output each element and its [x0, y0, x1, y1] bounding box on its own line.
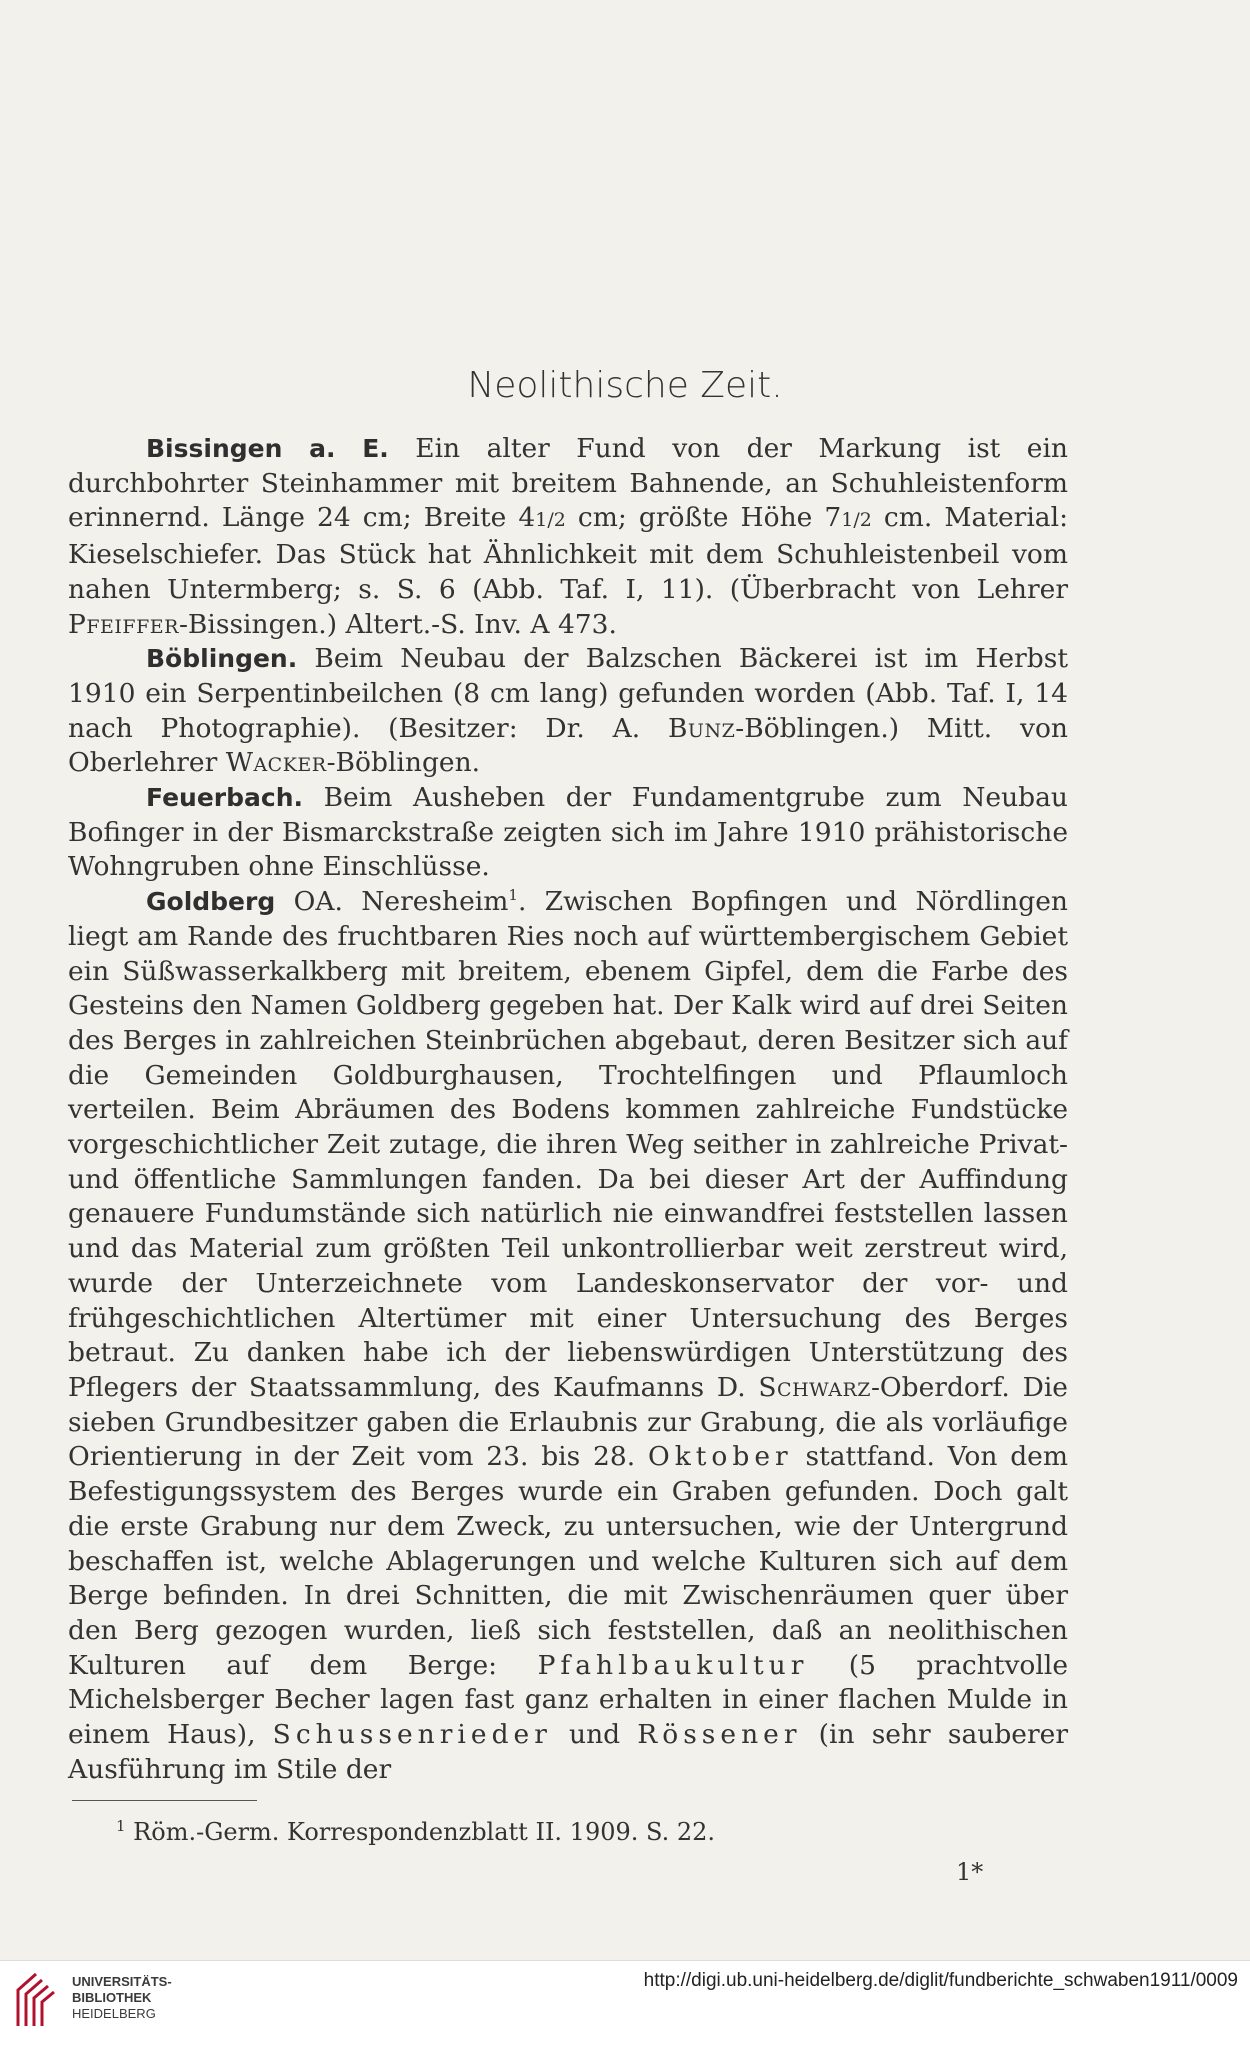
spaced-text: Pfahlbaukultur: [537, 1649, 809, 1681]
paragraph-boeblingen: [68, 642, 1068, 781]
text-run: Beim Ausheben der Fundamentgrube zum Neubau Bofinger in der Bismarckstraße zeigten sich im Jahre 1910 prähistorische Wohngruben ohne Einschlüsse.: [68, 782, 1068, 883]
text-run: -Böblingen.: [326, 747, 481, 779]
spaced-text: Rössener: [637, 1719, 802, 1751]
library-line: HEIDELBERG: [72, 2006, 156, 2021]
text-run: -Bissingen.) Altert.-S. Inv. A 473.: [178, 608, 617, 640]
library-logo-icon: [12, 1968, 64, 2032]
text-run: und: [551, 1719, 638, 1751]
text-run: Ein alter Fund von der Markung ist ein durchbohrter Steinhammer mit breitem Bahnende, an Schuhleistenform erinnernd. Länge 24 cm; Breite 4: [68, 433, 1068, 534]
text-run: (5 prachtvolle Michelsberger Becher lagen fast ganz erhalten in einer flachen Mulde in einem Haus),: [68, 1649, 1069, 1751]
text-run: Beim Neubau der Balzschen Bäckerei ist im Herbst 1910 ein Serpentinbeilchen (8 cm lang) gefunden worden (Abb. Taf. I, 14 nach Photographie). (Besitzer: Dr. A.: [68, 643, 1068, 744]
spaced-text: Oktober: [648, 1441, 793, 1473]
text-run: cm. Material: Kieselschiefer. Das Stück hat Ähnlichkeit mit dem Schuhleistenbeil vom nahen Untermberg; s. S. 6 (Abb. Taf. I, 11). (Überbracht von Lehrer: [68, 502, 1068, 605]
text-run: OA. Neresheim: [275, 886, 509, 918]
person-name: Wacker: [225, 747, 327, 779]
library-line: BIBLIOTHEK: [72, 1990, 152, 2005]
text-run: -Oberdorf. Die sieben Grundbesitzer gaben die Erlaubnis zur Grabung, die als vorläufige Orientierung in der Zeit vom 23. bis 28.: [68, 1371, 1068, 1473]
lead-boeblingen: Böblingen.: [146, 644, 298, 674]
library-name: [72, 1974, 172, 2022]
text-run: -Böblingen.) Mitt. von Oberlehrer: [68, 712, 1068, 779]
lead-bissingen: Bissingen a. E.: [146, 434, 389, 463]
lead-goldberg: Goldberg: [146, 887, 276, 917]
paragraph-goldberg: [68, 885, 1068, 1787]
text-run: (in sehr sauberer Ausführung im Stile der: [68, 1719, 1068, 1785]
footnote: [116, 1818, 715, 1846]
text-run: . Zwischen Bopfingen und Nördlingen liegt am Rande des fruchtbaren Ries noch auf württembergischem Gebiet ein Süßwasserkalkberg mit breitem, ebenem Gipfel, dem die Farbe des Gesteins den Namen Goldberg gegeben hat. Der Kalk wird auf drei Seiten des Berges in zahlreichen Steinbrüchen abgebaut, deren Besitzer sich auf die Gemeinden Goldburghausen, Trochtelfingen und Pflaumloch verteilen. Beim Abräumen des Bodens kommen zahlreiche Fundstücke vorgeschichtlicher Zeit zutage, die ihren Weg seither in zahlreiche Privat- und öffentliche Sammlungen fanden. Da bei dieser Art der Auffindung genauere Fundumstände sich natürlich nie einwandfrei feststellen lassen und das Material zum größten Teil unkontrollierbar weit zerstreut wird, wurde der Unterzeichnete vom Landeskonservator der vor- und frühgeschichtlichen Altertümer mit einer Untersuchung des Berges betraut. Zu danken habe ich der liebenswürdigen Unterstützung des Pflegers der Staatssammlung, des Kaufmanns D.: [68, 886, 1068, 1403]
footnote-mark: 1: [116, 1817, 126, 1835]
sheet-signature: 1*: [956, 1858, 984, 1886]
person-name: Pfeiffer: [68, 608, 179, 640]
fraction: 1/2: [535, 509, 566, 532]
person-name: Bunz: [667, 712, 736, 744]
footnote-ref: 1: [508, 886, 518, 905]
person-name: Schwarz: [758, 1371, 871, 1403]
library-line: UNIVERSITÄTS-: [72, 1974, 172, 1989]
section-heading: Neolithische Zeit.: [467, 365, 783, 406]
source-url-link[interactable]: http://digi.ub.uni-heidelberg.de/diglit/fundberichte_schwaben1911/0009: [643, 1970, 1238, 1991]
footnote-text: Röm.-Germ. Korrespondenzblatt II. 1909. S. 22.: [125, 1818, 716, 1846]
spaced-text: Schussenrieder: [272, 1719, 552, 1751]
fraction: 1/2: [841, 509, 872, 532]
text-run: stattfand. Von dem Befestigungssystem des Berges wurde ein Graben gefunden. Doch galt die erste Grabung nur dem Zweck, zu untersuchen, wie der Untergrund beschaffen ist, welche Ablagerungen und welche Kulturen sich auf dem Berge befinden. In drei Schnitten, die mit Zwischenräumen quer über den Berg gezogen wurden, ließ sich feststellen, daß an neolithischen Kulturen auf dem Berge:: [68, 1441, 1068, 1681]
paragraph-feuerbach: [68, 781, 1068, 885]
body-text: [68, 432, 1068, 1787]
footnote-divider: [72, 1800, 257, 1801]
paragraph-bissingen: [68, 432, 1068, 642]
lead-feuerbach: Feuerbach.: [146, 783, 303, 813]
text-run: cm; größte Höhe 7: [565, 502, 842, 534]
